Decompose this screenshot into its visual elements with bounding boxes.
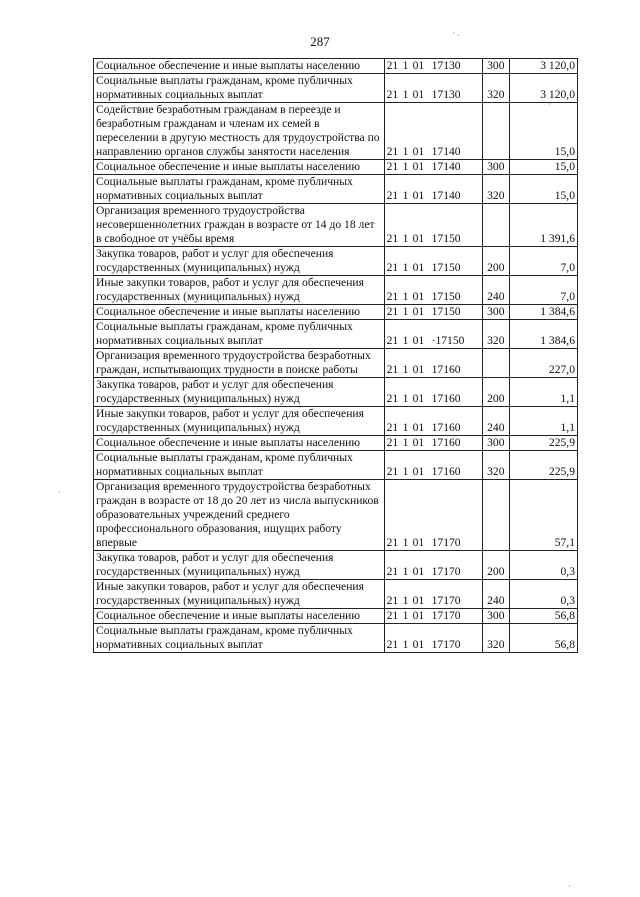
row-amount-cell: 1,1 bbox=[509, 378, 577, 407]
table-row bbox=[94, 624, 578, 653]
row-kind-cell bbox=[482, 103, 509, 160]
table-row bbox=[94, 59, 578, 74]
code-part-c1: 21 bbox=[386, 363, 399, 376]
code-part-c2: 1 bbox=[402, 88, 409, 101]
code-part-c3: 01 bbox=[412, 436, 425, 449]
row-code-cell bbox=[384, 74, 482, 103]
row-code-cell bbox=[384, 320, 482, 349]
code-part-c4: 17140 bbox=[431, 145, 461, 158]
row-amount-cell: 225,9 bbox=[509, 451, 577, 480]
code-part-c1: 21 bbox=[386, 59, 399, 72]
code-part-c2: 1 bbox=[402, 436, 409, 449]
scan-speck-row2: · bbox=[548, 99, 551, 109]
row-code-cell bbox=[384, 349, 482, 378]
code-part-c3: 01 bbox=[412, 189, 425, 202]
row-kind-cell: 300 bbox=[482, 609, 509, 624]
row-name-cell: Закупка товаров, работ и услуг для обеспечения государственных (муниципальных) нужд bbox=[94, 247, 385, 276]
code-part-c2: 1 bbox=[402, 261, 409, 274]
table-row bbox=[94, 378, 578, 407]
code-part-c1: 21 bbox=[386, 638, 399, 651]
code-part-c3: 01 bbox=[412, 290, 425, 303]
table-row bbox=[94, 160, 578, 175]
row-code-cell bbox=[384, 407, 482, 436]
code-part-c1: 21 bbox=[386, 232, 399, 245]
table-row bbox=[94, 204, 578, 247]
table-row bbox=[94, 551, 578, 580]
code-part-c1: 21 bbox=[386, 290, 399, 303]
code-part-c2: 1 bbox=[402, 421, 409, 434]
code-part-c2: 1 bbox=[402, 290, 409, 303]
code-part-c1: 21 bbox=[386, 421, 399, 434]
budget-table bbox=[93, 58, 578, 653]
code-part-c3: 01 bbox=[412, 594, 425, 607]
row-amount-cell: 1 391,6 bbox=[509, 204, 577, 247]
table-row bbox=[94, 580, 578, 609]
code-part-c4: 17130 bbox=[431, 59, 461, 72]
code-part-c3: 01 bbox=[412, 261, 425, 274]
row-kind-cell: 300 bbox=[482, 305, 509, 320]
table-row bbox=[94, 247, 578, 276]
code-part-c2: 1 bbox=[402, 232, 409, 245]
code-part-c2: 1 bbox=[402, 536, 409, 549]
code-part-c1: 21 bbox=[386, 536, 399, 549]
code-part-c2: 1 bbox=[402, 334, 409, 347]
row-amount-cell: 15,0 bbox=[509, 160, 577, 175]
code-part-c3: 01 bbox=[412, 392, 425, 405]
code-part-c4: 17170 bbox=[431, 536, 461, 549]
table-row bbox=[94, 480, 578, 551]
row-amount-cell: 1,1 bbox=[509, 407, 577, 436]
row-name-cell: Иные закупки товаров, работ и услуг для обеспечения государственных (муниципальных) нужд bbox=[94, 276, 385, 305]
code-part-c4: 17140 bbox=[431, 189, 461, 202]
row-name-cell: Иные закупки товаров, работ и услуг для обеспечения государственных (муниципальных) нужд bbox=[94, 407, 385, 436]
row-amount-cell: 15,0 bbox=[509, 103, 577, 160]
code-part-c1: 21 bbox=[386, 565, 399, 578]
row-code-cell bbox=[384, 580, 482, 609]
row-code-cell bbox=[384, 59, 482, 74]
code-part-c3: 01 bbox=[412, 334, 425, 347]
code-part-c1: 21 bbox=[386, 261, 399, 274]
row-amount-cell: 3 120,0 bbox=[509, 59, 577, 74]
row-kind-cell: 240 bbox=[482, 276, 509, 305]
code-part-c3: 01 bbox=[412, 305, 425, 318]
row-name-cell: Социальные выплаты гражданам, кроме публичных нормативных социальных выплат bbox=[94, 624, 385, 653]
code-part-c2: 1 bbox=[402, 609, 409, 622]
row-code-cell bbox=[384, 378, 482, 407]
row-code-cell bbox=[384, 247, 482, 276]
code-part-c4: 17160 bbox=[431, 436, 461, 449]
code-part-c1: 21 bbox=[386, 305, 399, 318]
code-part-c3: 01 bbox=[412, 232, 425, 245]
code-part-c4: 17160 bbox=[431, 392, 461, 405]
code-part-c3: 01 bbox=[412, 363, 425, 376]
row-name-cell: Содействие безработным гражданам в переезде и безработным гражданам и членам их семей в переселении в другую местность для трудоустройства по направлению органов службы занятости населения bbox=[94, 103, 385, 160]
code-part-c1: 21 bbox=[386, 465, 399, 478]
code-part-c4: 17140 bbox=[431, 160, 461, 173]
table-row bbox=[94, 609, 578, 624]
code-part-c1: 21 bbox=[386, 160, 399, 173]
row-amount-cell: 57,1 bbox=[509, 480, 577, 551]
row-name-cell: Социальное обеспечение и иные выплаты населению bbox=[94, 609, 385, 624]
scan-speck-bottom: · bbox=[568, 881, 571, 891]
row-amount-cell: 227,0 bbox=[509, 349, 577, 378]
row-kind-cell: 240 bbox=[482, 407, 509, 436]
code-part-c2: 1 bbox=[402, 392, 409, 405]
row-amount-cell: 15,0 bbox=[509, 175, 577, 204]
code-part-c4: 17150 bbox=[431, 261, 461, 274]
code-part-c3: 01 bbox=[412, 160, 425, 173]
row-code-cell bbox=[384, 451, 482, 480]
code-part-c3: 01 bbox=[412, 536, 425, 549]
row-kind-cell: 320 bbox=[482, 74, 509, 103]
code-part-c1: 21 bbox=[386, 88, 399, 101]
scan-speck-top: · . bbox=[452, 28, 460, 38]
row-name-cell: Социальные выплаты гражданам, кроме публичных нормативных социальных выплат bbox=[94, 320, 385, 349]
code-part-c2: 1 bbox=[402, 160, 409, 173]
row-name-cell: Социальные выплаты гражданам, кроме публичных нормативных социальных выплат bbox=[94, 175, 385, 204]
code-part-c4: 17130 bbox=[431, 88, 461, 101]
page-number: 287 bbox=[310, 34, 330, 49]
code-part-c4: ·17150 bbox=[431, 334, 465, 347]
code-part-c4: 17170 bbox=[431, 638, 461, 651]
code-part-c2: 1 bbox=[402, 305, 409, 318]
row-name-cell: Социальное обеспечение и иные выплаты населению bbox=[94, 160, 385, 175]
code-part-c4: 17170 bbox=[431, 594, 461, 607]
row-amount-cell: 1 384,6 bbox=[509, 320, 577, 349]
row-kind-cell: 240 bbox=[482, 580, 509, 609]
table-row bbox=[94, 103, 578, 160]
row-name-cell: Социальные выплаты гражданам, кроме публичных нормативных социальных выплат bbox=[94, 74, 385, 103]
code-part-c1: 21 bbox=[386, 609, 399, 622]
row-amount-cell: 56,8 bbox=[509, 624, 577, 653]
row-amount-cell: 225,9 bbox=[509, 436, 577, 451]
row-name-cell: Социальное обеспечение и иные выплаты населению bbox=[94, 59, 385, 74]
code-part-c3: 01 bbox=[412, 465, 425, 478]
code-part-c1: 21 bbox=[386, 145, 399, 158]
code-part-c1: 21 bbox=[386, 392, 399, 405]
row-kind-cell: 200 bbox=[482, 378, 509, 407]
row-code-cell bbox=[384, 624, 482, 653]
row-name-cell: Организация временного трудоустройства безработных граждан в возрасте от 18 до 20 лет из числа выпускников образовательных учреждений среднего профессионального образования, ищущих работу впервые bbox=[94, 480, 385, 551]
code-part-c2: 1 bbox=[402, 565, 409, 578]
row-name-cell: Организация временного трудоустройства безработных граждан, испытывающих трудности в поиске работы bbox=[94, 349, 385, 378]
code-part-c4: 17150 bbox=[431, 305, 461, 318]
code-part-c3: 01 bbox=[412, 421, 425, 434]
row-kind-cell: 320 bbox=[482, 624, 509, 653]
code-part-c2: 1 bbox=[402, 189, 409, 202]
table-row bbox=[94, 276, 578, 305]
row-code-cell bbox=[384, 103, 482, 160]
table-row bbox=[94, 451, 578, 480]
code-part-c1: 21 bbox=[386, 189, 399, 202]
code-part-c2: 1 bbox=[402, 363, 409, 376]
row-code-cell bbox=[384, 480, 482, 551]
row-code-cell bbox=[384, 276, 482, 305]
row-code-cell bbox=[384, 204, 482, 247]
row-kind-cell: 320 bbox=[482, 175, 509, 204]
table-row bbox=[94, 349, 578, 378]
row-kind-cell: 320 bbox=[482, 320, 509, 349]
code-part-c1: 21 bbox=[386, 594, 399, 607]
code-part-c4: 17160 bbox=[431, 363, 461, 376]
row-amount-cell: 3 120,0 bbox=[509, 74, 577, 103]
code-part-c4: 17170 bbox=[431, 565, 461, 578]
row-amount-cell: 0,3 bbox=[509, 580, 577, 609]
row-amount-cell: 0,3 bbox=[509, 551, 577, 580]
code-part-c3: 01 bbox=[412, 638, 425, 651]
code-part-c4: 17160 bbox=[431, 465, 461, 478]
budget-table-body bbox=[94, 59, 578, 653]
row-name-cell: Социальное обеспечение и иные выплаты населению bbox=[94, 436, 385, 451]
row-amount-cell: 1 384,6 bbox=[509, 305, 577, 320]
code-part-c3: 01 bbox=[412, 609, 425, 622]
code-part-c2: 1 bbox=[402, 465, 409, 478]
table-row bbox=[94, 407, 578, 436]
row-code-cell bbox=[384, 551, 482, 580]
code-part-c3: 01 bbox=[412, 59, 425, 72]
code-part-c3: 01 bbox=[412, 88, 425, 101]
row-code-cell bbox=[384, 305, 482, 320]
code-part-c4: 17150 bbox=[431, 290, 461, 303]
code-part-c3: 01 bbox=[412, 145, 425, 158]
row-name-cell: Закупка товаров, работ и услуг для обеспечения государственных (муниципальных) нужд bbox=[94, 378, 385, 407]
code-part-c2: 1 bbox=[402, 59, 409, 72]
table-row bbox=[94, 305, 578, 320]
code-part-c4: 17170 bbox=[431, 609, 461, 622]
row-name-cell: Социальные выплаты гражданам, кроме публичных нормативных социальных выплат bbox=[94, 451, 385, 480]
row-name-cell: Иные закупки товаров, работ и услуг для обеспечения государственных (муниципальных) нужд bbox=[94, 580, 385, 609]
row-kind-cell bbox=[482, 480, 509, 551]
row-kind-cell: 300 bbox=[482, 59, 509, 74]
row-kind-cell: 200 bbox=[482, 247, 509, 276]
code-part-c3: 01 bbox=[412, 565, 425, 578]
row-name-cell: Организация временного трудоустройства несовершеннолетних граждан в возрасте от 14 до 18 лет в свободное от учёбы время bbox=[94, 204, 385, 247]
row-kind-cell bbox=[482, 349, 509, 378]
row-name-cell: Закупка товаров, работ и услуг для обеспечения государственных (муниципальных) нужд bbox=[94, 551, 385, 580]
row-code-cell bbox=[384, 175, 482, 204]
table-row bbox=[94, 74, 578, 103]
table-row bbox=[94, 175, 578, 204]
code-part-c2: 1 bbox=[402, 638, 409, 651]
row-kind-cell: 300 bbox=[482, 436, 509, 451]
row-code-cell bbox=[384, 609, 482, 624]
row-amount-cell: 7,0 bbox=[509, 276, 577, 305]
row-code-cell bbox=[384, 160, 482, 175]
code-part-c1: 21 bbox=[386, 436, 399, 449]
code-part-c4: 17150 bbox=[431, 232, 461, 245]
row-name-cell: Социальное обеспечение и иные выплаты населению bbox=[94, 305, 385, 320]
table-row bbox=[94, 320, 578, 349]
code-part-c2: 1 bbox=[402, 145, 409, 158]
row-code-cell bbox=[384, 436, 482, 451]
row-amount-cell: 7,0 bbox=[509, 247, 577, 276]
row-kind-cell: 200 bbox=[482, 551, 509, 580]
code-part-c1: 21 bbox=[386, 334, 399, 347]
row-amount-cell: 56,8 bbox=[509, 609, 577, 624]
code-part-c2: 1 bbox=[402, 594, 409, 607]
row-kind-cell: 300 bbox=[482, 160, 509, 175]
row-kind-cell: 320 bbox=[482, 451, 509, 480]
table-row bbox=[94, 436, 578, 451]
code-part-c4: 17160 bbox=[431, 421, 461, 434]
scan-speck-left: · bbox=[58, 487, 61, 497]
row-kind-cell bbox=[482, 204, 509, 247]
